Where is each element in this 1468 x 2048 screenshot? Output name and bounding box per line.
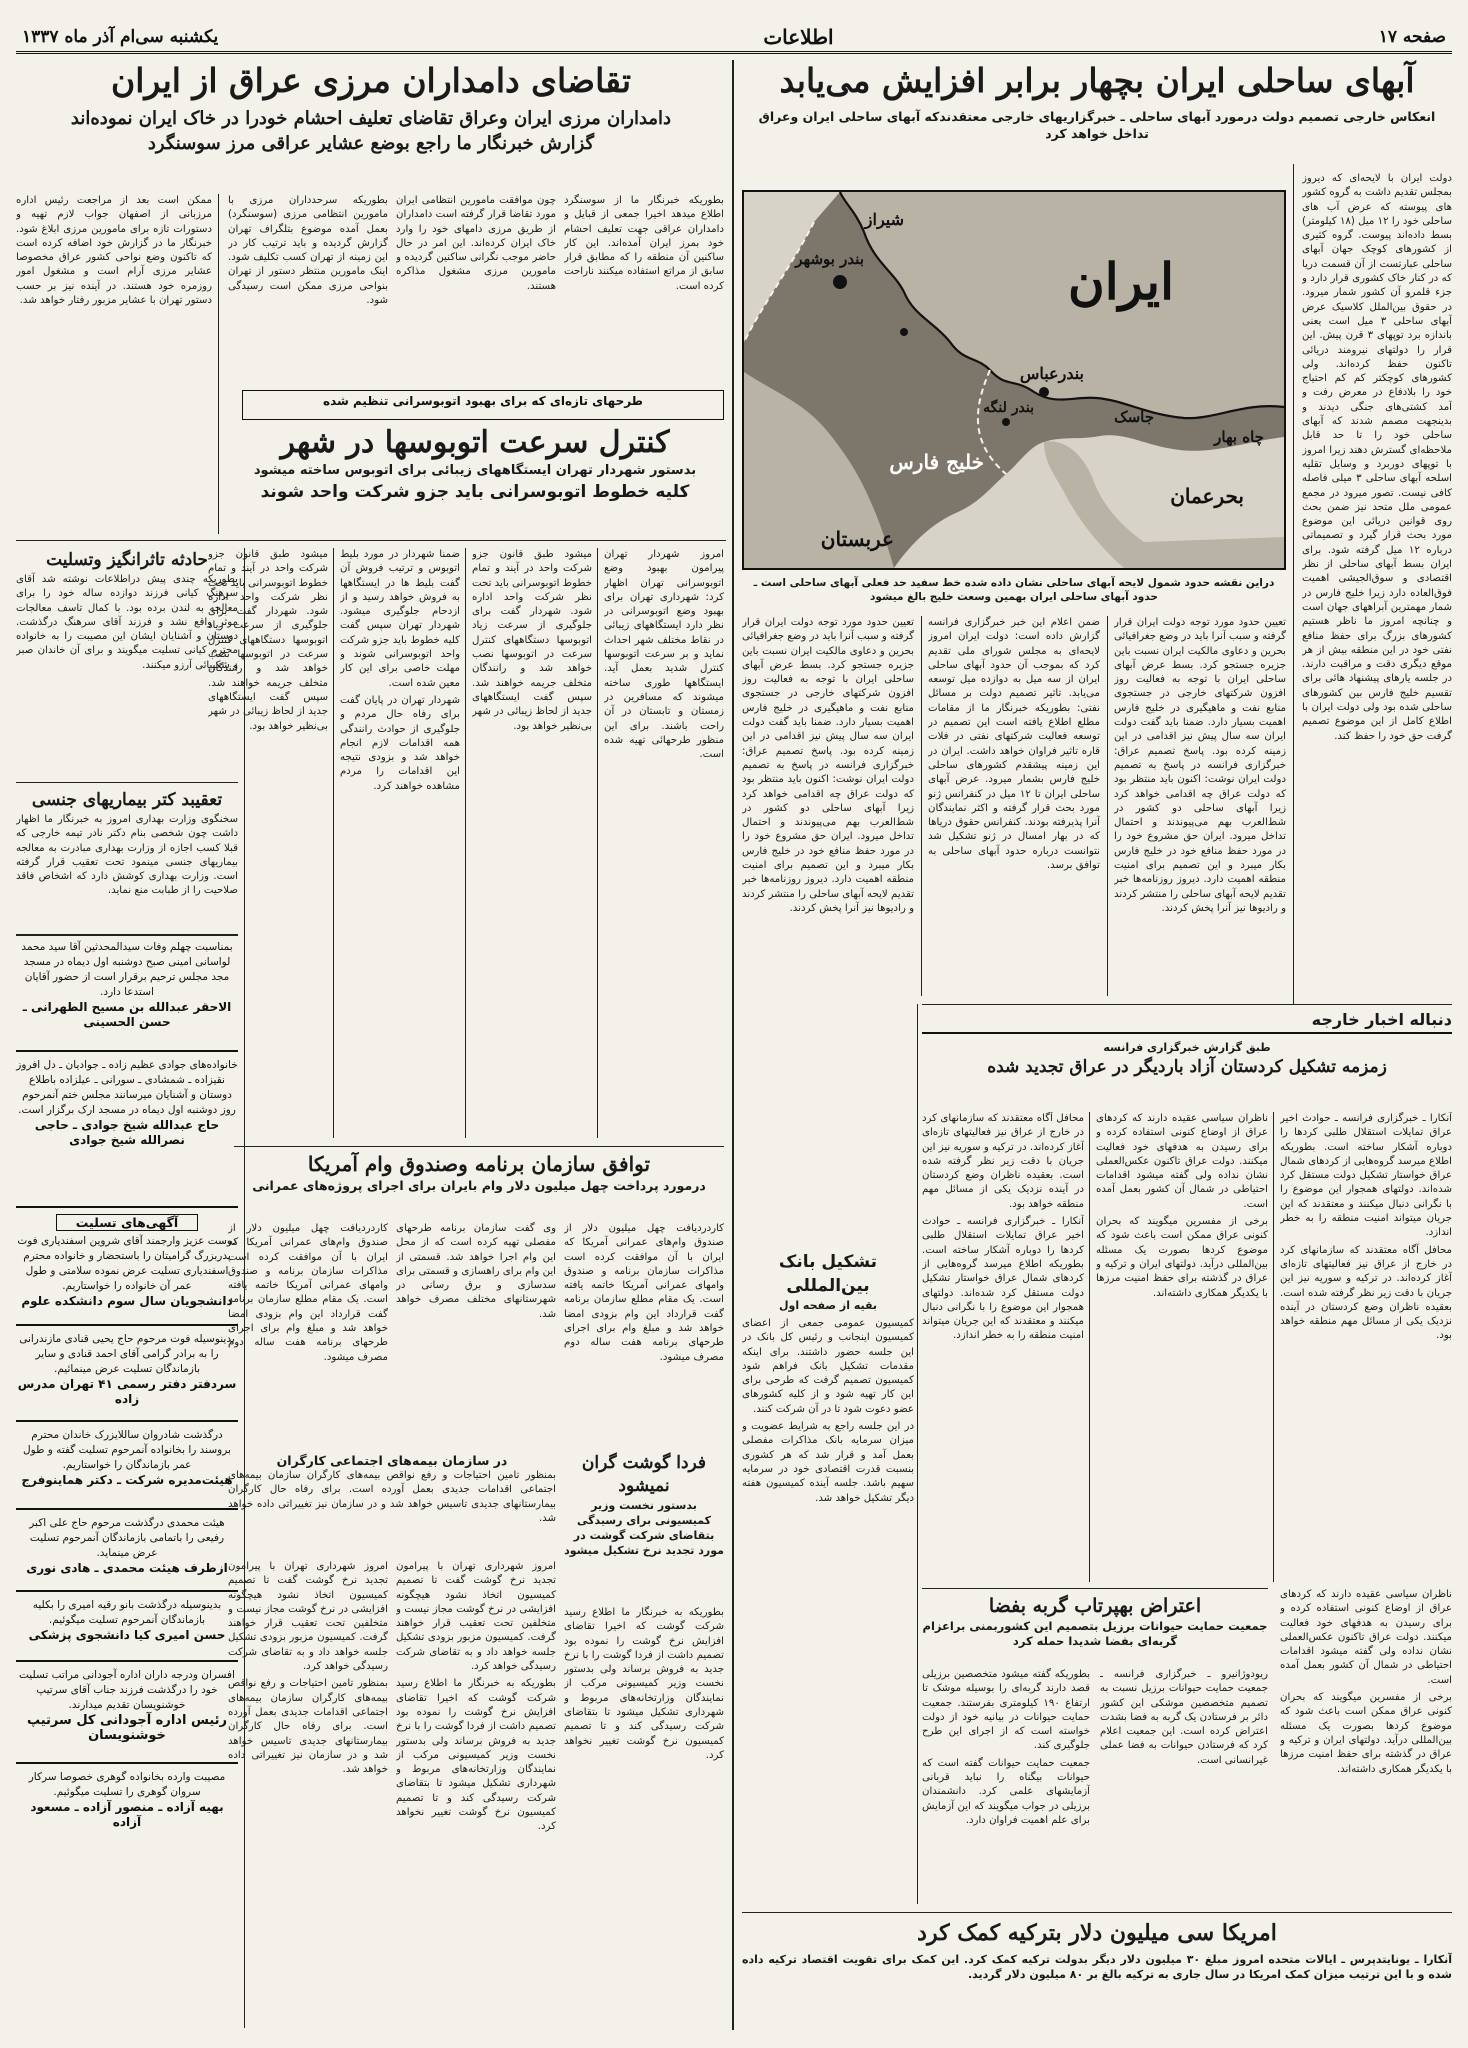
notice-7-sign: حسن امیری کیا دانشجوی پزشکی xyxy=(28,1628,226,1642)
center-page-rule xyxy=(732,60,734,2030)
brazil-body-3: جمعیت حمایت حیوانات گفته است که حیوانات بیگناه را نباید قربانی آزمایشهای علمی کرد. دانشمندان برزیلی در جواب میگویند که این آزمایش برای علم اهمیت فراوان دارد. xyxy=(922,1757,1090,1826)
water-body-mid-text: تعیین حدود مورد توجه دولت ایران قرار گرفته و سبب آنرا باید در وضع جغرافیائی بحرین و دعاوی مالکیت ایران نسبت باین جزیره جستجو کرد. بسط عرض آبهای ساحلی ایران با توجه به فعالیت روز افزون شرکتهای خارجی در جستجوی منابع نفت و ماهیگیری در خلیج فارس اهمیت بسیار دارد. ضمنا باید گفت دولت ایران سه سال پیش نیز اقدامی در این زمینه کرده بود. پاسخ تصمیم عراق: خبرگزاری فرانسه در پاسخ به تصمیم دولت ایران نوشت: اکنون باید منتظر بود که دولت عراق چه اقدامی خواهد کرد زیرا آبهای ساحلی دو کشور در شط‌العرب بهم می‌پیوندند و احتمال تداخل میرود. ایران حق مشروع خود را در مورد حفظ منافع خود در خلیج فارس بکار میبرد و این تصمیم برای امنیت منطقه اهمیت دارد. دیروز روزنامه‌ها خبر تقدیم لایحه آبهای ساحلی را منتشر کردند و رادیوها نیز آنرا پخش کردند. xyxy=(1114,617,1286,914)
water-body-right-text: دولت ایران با لایحه‌ای که دیروز بمجلس تقدیم داشت به گروه کشور های پیوسته که عرض آب های ساحلی خود را ۱۲ میل (۱۸ کیلومتر) بسط داده‌اند پیوست. گروه کثیری از کشورهای کوچک جهان آبهای ساحلی عبارتست از آن قسمت دریا که در کنار خاک کشوری قرار دارد و جزء قلمرو آن کشور شمار میرود. در حقوق بین‌الملل کلاسیک عرض آبهای ساحلی ۳ میل است یعنی باندازه برد توپهای ۳ قرن پیش. این قرار را دولتهای نیرومند دریائی تاکنون حفظ کرده‌اند. ولی کشورهای کوچکتر کم کم احتیاج خود را بلادفاع در معرض رفت و آمد کشتی‌های جنگی دیدند و بدینجهت مصمم شدند که آبهای ساحلی خود را تا حد قابل ملاحظه‌ای گسترش دهند زیرا امروز با توپهای دوربرد و وسایل تقلیه اسلحه آبهای ساحلی ۳ میلی فاصله کافی نیست. تصور میرود در مجمع عمومی ملل متحد نیز ضمن بحث روی قوانین دریائی این موضوع مورد بحث قرار گیرد و تصمیماتی درباره ۱۲ میل گرفته شود. برای ایران بسط آبهای ساحلی از نظر اقتصادی و سوق‌الجیشی اهمیت فوق‌العاده دارد زیرا خلیج فارس در شمار مهمترین آبراههای جهان است و چنانچه امروز ما ناظر هستیم کشورهای بزرگ برای حفظ منافع نفتی خود در این منطقه بیش از هر موقع دیگری دقت و مراقبت دارند. در جلسه یارهای پیشنهاد هائی برای تقسیم خلیج فارس بین کشورهای ساحلی شده بود ولی دولت ایران با اطلاع کامل از این موضوع تصمیم گرفت حق خود را حفظ کند. xyxy=(1302,173,1452,742)
bus-subtitle: بدستور شهردار تهران ایستگاههای زیبائی برای اتوبوس ساخته میشود xyxy=(253,463,697,478)
kurdistan-kicker: طبق گزارش خبرگزاری فرانسه xyxy=(1103,1041,1271,1054)
section-rule xyxy=(234,1146,724,1147)
section-rule xyxy=(742,1912,1452,1913)
map-figure xyxy=(744,192,1284,568)
us-aid-title: امریکا سی میلیون دلار بترکیه کمک کرد xyxy=(917,1920,1277,1946)
agreement-header xyxy=(234,1152,724,1218)
bus-body-1: امروز شهردار تهران پیرامون بهبود وضع اتوبوسرانی تهران اظهار کرد: شهرداری تهران برای بهبود وضع اتوبوسرانی در نظر دارد ایستگاههای زیبائی در نقاط مختلف شهر احداث نماید و بر سرعت اتوبوسها کنترل شدید بعمل آید. ایستگاهها طوری ساخته میشوند که مسافرین در زمستان و تابستان در آن راحت باشند. برای این منظور طرحهائی تهیه شده است. xyxy=(604,549,724,761)
notice-7-text: بدینوسیله درگذشت بانو رقیه امیری را بکلیه بازماندگان آنمرحوم تسلیت میگوئیم. xyxy=(32,1599,222,1626)
agreement-col-2 xyxy=(396,1222,556,1446)
meat-body-1b: بطوریکه به خبرنگار ما اطلاع رسید شرکت گوشت که اخیرا تقاضای افزایش نرخ گوشت را نموده بود تصمیم داشت از فردا گوشت را با نرخ جدید به فروش برساند ولی بدستور نخست وزیر کمیسیونی مرکب از نمایندگان وزارتخانه‌های مربوط و شهرداری تشکیل میشود تا بتقاضای شرکت رسیدگی کند و تا تصمیم کمیسیون نرخ گوشت تغییر نخواهد کرد. xyxy=(396,1678,556,1833)
meat-header xyxy=(564,1452,724,1602)
insurance-body: بمنظور تامین احتیاجات و رفع نواقص بیمه‌های کارگران سازمان بیمه‌های اجتماعی اقدامات جدیدی بعمل آورده است. برای رفاه حال کارگران بیمارستانهای جدیدی تاسیس خواهد شد و در سازمان نیز تغییراتی داده خواهد شد. xyxy=(228,1470,556,1524)
notice-7 xyxy=(16,1598,238,1662)
foreign-news-section-title: دنباله اخبار خارجه xyxy=(922,1010,1452,1034)
meat-col-1 xyxy=(564,1606,724,2026)
accident-article xyxy=(16,548,238,778)
brazil-body-1: ریودوژانیرو ـ خبرگزاری فرانسه ـ جمعیت حمایت حیوانات برزیل نسبت به تصمیم متخصصین موشکی این کشور دائر بر فرستادن یک گربه به فضا بشدت اعتراض کرده است. این جمعیت اعلام کرد که فرستادن حیوانات به فضا عملی غیرانسانی است. xyxy=(1100,1669,1268,1766)
notice-8-text: افسران ودرجه داران اداره آجودانی مراتب تسلیت خود را درگذشت فرزند جناب آقای سرتیپ خوشنویسان تقدیم میدارند. xyxy=(19,1669,235,1711)
iraq-title: تقاضای دامداران مرزی عراق از ایران xyxy=(110,61,632,100)
column-rule xyxy=(1089,1112,1090,1582)
map-label-iran: ایران xyxy=(1067,252,1174,311)
bus-col-3 xyxy=(340,548,460,1138)
brazil-title: اعتراض بهپرتاب گربه بفضا xyxy=(988,1595,1202,1617)
map-caption-text: دراین نقشه حدود شمول لایحه آبهای ساحلی نشان داده شده خط سفید حد فعلی آبهای ساحلی است ـ حدود آبهای ساحلی ایران بهمین وسعت خلیج بالغ میشود xyxy=(753,577,1275,604)
brazil-subtitle: جمعیت حمایت حیوانات برزیل بتصمیم این کشوربمنی براعزام گربه‌ای بفضا شدیدا حمله کرد xyxy=(922,1619,1268,1648)
notice-5 xyxy=(16,1428,238,1510)
bank-body-2: در این جلسه راجع به شرایط عضویت و میزان سرمایه بانک مذاکرات مفصلی بعمل آمد و قرار شد که هر کشوری بنسبت قدرت اقتصادی خود در سرمایه سهیم باشد. جلسه آینده کمیسیون هفته دیگر تشکیل خواهد شد. xyxy=(742,1421,914,1504)
map-label-shiraz: شیراز xyxy=(864,210,904,229)
column-rule xyxy=(465,548,466,1138)
meat-col-3 xyxy=(228,1560,388,2026)
meat-body-2: امروز شهرداری تهران با پیرامون تجدید نرخ گوشت گفت تا تصمیم کمیسیون اتخاذ نشود هیچگونه افزایشی در نرخ گوشت مجاز نیست و متخلفین تحت تعقیب قرار خواهند گرفت. کمیسیون مزبور بزودی تشکیل جلسه خواهد داد و به تقاضای شرکت رسیدگی خواهد کرد. xyxy=(396,1561,556,1673)
kurdistan-body-1: آنکارا ـ خبرگزاری فرانسه ـ حوادث اخیر عراق تمایلات استقلال طلبی کردها را دوباره آشکار ساخته است. بطوریکه اطلاع میرسد گروه‌هایی از کردهای شمال عراق خواستار تشکیل دولت مستقل کرد شده‌اند. دولتهای همجوار این موضوع را با نگرانی دنبال میکنند و معتقدند که این جریان میتواند امنیت منطقه را به خطر اندازد. xyxy=(1280,1113,1452,1239)
notice-5-sign: هیئت‌مدیره شرکت ـ دکتر هماینوفرج xyxy=(21,1473,233,1487)
meat-title: فردا گوشت گران نمیشود xyxy=(581,1453,707,1496)
notice-2-sign: حاج عبدالله شیخ جوادی ـ حاجی نصرالله شیخ جوادی xyxy=(34,1118,220,1147)
notice-8 xyxy=(16,1668,238,1764)
water-subtitle: انعکاس خارجی تصمیم دولت درمورد آبهای ساحلی ـ خبرگزاریهای خارجی معتقدندکه آبهای ساحلی ایران وعراق تداخل خواهد کرد xyxy=(758,109,1436,141)
brazil-header xyxy=(922,1594,1268,1664)
kurdistan-header xyxy=(922,1010,1452,1110)
iraq-body-1: بطوریکه خبرنگار ما از سوسنگرد اطلاع میدهد اخیرا جمعی از قبایل و دامداران عراقی جهت تعلیف احشام خود بمرز ایران آمده‌اند. این کار ساکنین آن منطقه را که مطابق قرار سابق از مراتع استفاده میکنند ناراحت کرده است. xyxy=(564,195,724,292)
health-body: سخنگوی وزارت بهداری امروز به خبرنگار ما اظهار داشت چون شخصی بنام دکتر نادر تیمه خارجی که قبلا کسب اجازه از وزارت بهداری مبادرت به معالجه بیماریهای جنسی مینمود تحت تعقیب قرار گرفته است. وزارت بهداری کوشش دارد که اشخاص فاقد صلاحیت را از طبابت منع نماید. xyxy=(16,814,238,897)
notice-1-sign: الاحقر عبدالله بن مسیح الطهرانی ـ حسن الحسینی xyxy=(22,1000,232,1029)
us-aid-body: آنکارا ـ یونایتدپرس ـ ایالات متحده امروز مبلغ ۳۰ میلیون دلار دیگر بدولت ترکیه کمک کرد. این کمک برای تقویت اقتصاد ترکیه داده شده و با این ترتیب میزان کمک امریکا در سال جاری به ترکیه بالغ بر ۸۰ میلیون دلار گردید. xyxy=(742,1953,1452,1981)
kurdistan-col-1-continued xyxy=(1280,1588,1452,1904)
persian-gulf-map xyxy=(742,190,1286,570)
accident-body: بطوریکه چندی پیش دراطلاعات نوشته شد آقای سرهنگ کیانی فرزند دوازده ساله خود را برای معالجه به لندن برده بود. با کمال تاسف معالجات موثر واقع نشد و فرزند آقای سرهنگ درگذشت. دوستان و آشنایان ایشان این مصیبت را به خانواده محترم کیانی تسلیت میگویند و برای آن خاندان صبر و شکیبائی آرزو میکنند. xyxy=(16,574,238,671)
water-headline-block xyxy=(742,60,1452,156)
kurdistan-body-2: ناظران سیاسی عقیده دارند که کردهای عراق از اوضاع کنونی استفاده کرده و برای رسیدن به هدفهای خود فعالیت میکنند. دولت عراق تاکنون عکس‌العملی نشان نداده ولی گفته میشود اقدامات احتیاطی در شمال آن کشور بعمل آمده است. xyxy=(1096,1113,1268,1210)
column-rule xyxy=(1273,1112,1274,1582)
iraq-subtitle-2: گزارش خبرنگار ما راجع بوضع عشایر عراقی مرز سوسنگرد xyxy=(147,133,595,154)
notice-6-sign: ازطرف هیئت محمدی ـ هادی نوری xyxy=(26,1561,228,1575)
column-rule xyxy=(1293,164,1294,1004)
water-body-right-2 xyxy=(928,616,1100,996)
meat-subtitle: بدستور نخست وزیر کمیسیونی برای رسیدگی بتقاضای شرکت گوشت در مورد تجدید نرخ تشکیل میشود xyxy=(564,1499,724,1557)
insurance-article xyxy=(228,1452,556,1552)
map-label-jask: جاسک xyxy=(1114,408,1154,426)
agreement-body-1b: کاردردیافت چهل میلیون دلار از صندوق وام‌های عمرانی آمریکا که ایران با آن موافقت کرده است مذاکرات سازمان برنامه و صندوق وامهای عمرانی آمریکا خاتمه یافته است. یک مقام مطلع سازمان برنامه گفت قرارداد این وام بزودی امضا خواهد شد و مبلغ وام برای اجرای طرحهای برنامه هفت ساله دوم مصرف میشود. xyxy=(228,1223,388,1363)
meat-body-1: بطوریکه به خبرنگار ما اطلاع رسید شرکت گوشت که اخیرا تقاضای افزایش نرخ گوشت را نموده بود تصمیم داشت از فردا گوشت را با نرخ جدید به فروش برساند ولی بدستور نخست وزیر کمیسیونی مرکب از نمایندگان وزارتخانه‌های مربوط و شهرداری تشکیل میشود تا بتقاضای شرکت رسیدگی کند و تا تصمیم کمیسیون نرخ گوشت تغییر نخواهد کرد. xyxy=(564,1607,724,1761)
bus-col-2 xyxy=(472,548,592,1138)
bank-article xyxy=(742,1250,914,1850)
kurdistan-col-1 xyxy=(1280,1112,1452,1582)
bus-subtitle-2: کلیه خطوط اتوبوسرانی باید جزو شرکت واحد شوند xyxy=(260,482,690,502)
bank-body: کمیسیون عمومی جمعی از اعضای کمیسیون اینجانب و رئیس کل بانک در این جلسه حضور داشتند. برای اینکه مقدمات تشکیل بانک فراهم شود کمیسیون تصمیم گرفت که طرحی برای این کار تهیه شود و از کلیه کشورهای عضو دعوت شود تا در آن شرکت کنند. xyxy=(742,1318,914,1415)
article-grid xyxy=(16,60,1452,2030)
map-label-oman: بحرعمان xyxy=(1170,484,1244,508)
iraq-body-3: بطوریکه سرحدداران مرزی با مامورین انتظامی مرزی (سوسنگرد) بعمل آمده موضوع بتلگراف تهران گزارش گردیده و باید ترتیب کار در این زمینه از تهران کسب تکلیف شود. اینک مامورین منتظر دستور از تهران بنواحی مرزی ممکن است رسیدگی شود. xyxy=(228,195,388,307)
masthead xyxy=(16,22,1452,54)
water-body-mid xyxy=(1114,616,1286,996)
map-label-bushehr: بندر بوشهر xyxy=(795,250,864,268)
notice-1-text: بمناسبت چهلم وفات سیدالمحدثین آقا سید محمد لواسانی امینی صبح دوشنبه اول دیماه در مسجد مجد مجلس ترحیم برقرار است از حضور آقایان استدعا دارد. xyxy=(21,941,233,998)
kurdistan-body-3: محافل آگاه معتقدند که سازمانهای کرد در خارج از عراق نیز فعالیتهای تازه‌ای آغاز کرده‌اند. در ترکیه و سوریه نیز این جریان با دقت زیر نظر گرفته شده است. بعقیده ناظران وضع کردستان در آینده نزدیک یکی از مسائل مهم منطقه خواهد بود. xyxy=(1280,1244,1452,1342)
notice-3-sign: دانشجویان سال سوم دانشکده علوم xyxy=(21,1294,233,1308)
brazil-col-2 xyxy=(922,1668,1090,1904)
notice-9 xyxy=(16,1770,238,1860)
section-rule xyxy=(16,540,726,541)
bus-title: کنترل سرعت اتوبوسها در شهر xyxy=(280,425,670,460)
map-label-persian-gulf: خلیج فارس xyxy=(889,450,984,474)
notice-4 xyxy=(16,1332,238,1422)
column-rule xyxy=(1107,616,1108,996)
bank-kicker: بقیه از صفحه اول xyxy=(778,1299,878,1312)
kurdistan-body-4: برخی از مفسرین میگویند که بحران کنونی عراق ممکن است باعث شود که موضوع کردها بصورت یک مسئله بین‌المللی درآید. دولتهای ایران و ترکیه و عراق در گذشته برای حفظ امنیت مرزها با یکدیگر همکاری داشته‌اند. xyxy=(1096,1216,1268,1299)
brazil-col-1 xyxy=(1100,1668,1268,1904)
kurdistan-body-1b: آنکارا ـ خبرگزاری فرانسه ـ حوادث اخیر عراق تمایلات استقلال طلبی کردها را دوباره آشکار ساخته است. بطوریکه اطلاع میرسد گروه‌هایی از کردهای شمال عراق خواستار تشکیل دولت مستقل کرد شده‌اند. دولتهای همجوار این موضوع را با نگرانی دنبال میکنند و معتقدند که این جریان میتواند امنیت منطقه را به خطر اندازد. xyxy=(922,1216,1084,1342)
bus-box-title: طرحهای تازه‌ای که برای بهبود اتوبوسرانی تنظیم شده xyxy=(323,394,643,408)
insurance-body-b: بمنظور تامین احتیاجات و رفع نواقص بیمه‌های کارگران سازمان بیمه‌های اجتماعی اقدامات جدیدی بعمل آورده است. برای رفاه حال کارگران بیمارستانهای جدیدی تاسیس خواهد شد و در سازمان نیز تغییراتی داده خواهد شد. xyxy=(228,1678,388,1776)
notice-2 xyxy=(16,1058,238,1208)
kurdistan-body-3b: محافل آگاه معتقدند که سازمانهای کرد در خارج از عراق نیز فعالیتهای تازه‌ای آغاز کرده‌اند. در ترکیه و سوریه نیز این جریان با دقت زیر نظر گرفته شده است. بعقیده ناظران وضع کردستان در آینده نزدیک یکی از مسائل مهم منطقه خواهد بود. xyxy=(922,1113,1084,1210)
bus-box xyxy=(242,390,724,420)
notice-4-sign: سردفتر دفتر رسمی ۴۱ تهران مدرس زاده xyxy=(17,1377,237,1406)
agreement-subtitle: درمورد پرداخت چهل میلیون دلار وام بایران برای اجرای پروژه‌های عمرانی xyxy=(252,1178,706,1193)
iraq-body-2: چون موافقت مامورین انتظامی ایران مورد تقاضا قرار گرفته است دامداران از طریق مرزی دامهای خود را وارد خاک ایران کرده‌اند. این امر در حال حاضر موجب نگرانی ساکنین گردیده و مامورین مرزی مشغول مذاکره هستند. xyxy=(396,195,556,292)
us-aid-article xyxy=(742,1918,1452,2028)
notice-3-title: آگهی‌های تسلیت xyxy=(56,1214,198,1231)
kurdistan-col-3 xyxy=(922,1112,1084,1582)
water-title: آبهای ساحلی ایران بچهار برابر افزایش می‌یابد xyxy=(779,61,1415,100)
agreement-col-3 xyxy=(228,1222,388,1446)
notice-4-text: بدینوسیله فوت مرحوم حاج یحیی قنادی مازندرانی را به برادر گرامی آقای احمد قنادی و سایر بازماندگان تسلیت عرض مینمائیم. xyxy=(19,1333,235,1375)
agreement-body-2: وی گفت سازمان برنامه طرحهای مفصلی تهیه کرده است که از محل این وام اجرا خواهد شد. قسمتی از این وام برای راهسازی و قسمتی برای سدسازی و برق رسانی در شهرستانهای مختلف مصرف خواهد شد. xyxy=(396,1223,556,1320)
notice-9-sign: بهیه آزاده ـ منصور آزاده ـ مسعود آزاده xyxy=(30,1800,224,1829)
notice-9-text: مصیبت وارده بخانواده گوهری خصوصا سرکار سروان گوهری را تسلیت میگوئیم. xyxy=(28,1771,226,1798)
water-body-right xyxy=(1302,172,1452,992)
iraq-body-4: ممکن است بعد از مراجعت رئیس اداره مرزبانی از اصفهان جواب لازم تهیه و دستورات تازه برای مامورین مرزی ابلاغ شود. خبرنگار ما در گزارش خود اضافه کرده است که تاکنون وضع نواحی کشور عراق مخصوصا عشایر مرزی آرام است و مشغول امور روزمره خود هستند. در آینده نیز بر حسب دستور تهران با عشایر مزبور رفتار خواهد شد. xyxy=(16,195,212,307)
bank-title: تشکیل بانک بین‌المللی xyxy=(778,1252,878,1296)
notice-3 xyxy=(16,1214,238,1326)
notice-3-text: دوست عزیز وارجمند آقای شروین اسفندیاری فوت پدربزرگ گرامیتان را باستحضار و خانواده محترم اسفندیاری تسلیت عرض نموده سلامتی و طول عمر آن خانواده را خواستاریم. xyxy=(17,1235,237,1292)
issue-date: یکشنبه سی‌ام آذر ماه ۱۳۳۷ xyxy=(22,26,219,47)
health-article xyxy=(16,788,238,928)
section-rule xyxy=(922,1588,1268,1589)
iraq-col-3 xyxy=(228,194,388,379)
column-rule xyxy=(218,194,219,534)
column-rule xyxy=(917,1004,918,1904)
column-rule xyxy=(921,616,922,996)
agreement-body-1: کاردردیافت چهل میلیون دلار از صندوق وام‌های عمرانی آمریکا که ایران با آن موافقت کرده است مذاکرات سازمان برنامه و صندوق وامهای عمرانی آمریکا خاتمه یافته است. یک مقام مطلع سازمان برنامه گفت قرارداد این وام بزودی امضا خواهد شد و مبلغ وام برای اجرای طرحهای برنامه هفت ساله دوم مصرف میشود. xyxy=(564,1223,724,1363)
notice-1 xyxy=(16,940,238,1052)
iraq-col-2 xyxy=(396,194,556,379)
notice-2-text: خانواده‌های جوادی عظیم زاده ـ جوادیان ـ دل افروز نقیزاده ـ شمشادی ـ سورانی ـ عیلزاده باطلاع دوستان و آشنایان میرسانند مجلس ختم آنمرحوم روز دوشنبه اول دیماه در مسجد ارک برگزار است. xyxy=(16,1059,238,1116)
map-label-arabia: عربستان xyxy=(820,527,894,551)
iraq-subtitle: دامداران مرزی ایران وعراق تقاضای تعلیف احشام خودرا در خاک ایران نموده‌اند xyxy=(70,108,672,129)
water-body-right-2-text: ضمن اعلام این خبر خبرگزاری فرانسه گزارش داده است: دولت ایران امروز لایحه‌ای به مجلس شورای ملی تقدیم کرد که بموجب آن حدود آبهای ساحلی ایران از سه میل به دوازده میل توسعه می‌یابد. تاثیر تصمیم دولت بر مسائل نفتی: بطوریکه خبرنگار ما از مقامات مطلع اطلاع یافته است این تصمیم در توسعه فعالیت شرکتهای نفتی در فلات قاره تاثیر فراوان خواهد داشت. ایران در این زمینه پیشقدم کشورهای ساحلی خلیج فارس بشمار میرود. عرض آبهای ساحلی ایران تا ۱۲ میل در کنفرانس ژنو مورد بحث قرار گرفته و اکثر نمایندگان آنرا پذیرفته بودند. کنفرانس حقوق دریاها که در بهار امسال در ژنو تشکیل شد نتوانست درباره حدود آبهای ساحلی به توافق برسد. xyxy=(928,617,1100,872)
notice-6-text: هیئت محمدی درگذشت مرحوم حاج علی اکبر رفیعی را باتمامی بازماندگان آنمرحوم تسلیت عرض مینماید. xyxy=(29,1517,225,1559)
section-rule xyxy=(16,782,238,783)
water-overflow-text: تعیین حدود مورد توجه دولت ایران قرار گرفته و سبب آنرا باید در وضع جغرافیائی بحرین و دعاوی مالکیت ایران نسبت باین جزیره جستجو کرد. بسط عرض آبهای ساحلی ایران با توجه به فعالیت روز افزون شرکتهای خارجی در جستجوی منابع نفت و ماهیگیری در خلیج فارس اهمیت بسیار دارد. ضمنا باید گفت دولت ایران سه سال پیش نیز اقدامی در این زمینه کرده بود. پاسخ تصمیم عراق: خبرگزاری فرانسه در پاسخ به تصمیم دولت ایران نوشت: اکنون باید منتظر بود که دولت عراق چه اقدامی خواهد کرد زیرا آبهای ساحلی دو کشور در شط‌العرب بهم می‌پیوندند و احتمال تداخل میرود. ایران حق مشروع خود را در مورد حفظ منافع خود در خلیج فارس بکار میبرد و این تصمیم برای امنیت منطقه اهمیت دارد. دیروز روزنامه‌ها خبر تقدیم لایحه آبهای ساحلی را منتشر کردند و رادیوها نیز آنرا پخش کردند. xyxy=(742,617,914,914)
iraq-col-4 xyxy=(16,194,212,524)
water-overflow xyxy=(742,616,914,1316)
insurance-title: در سازمان بیمه‌های اجتماعی کارگران xyxy=(276,1453,508,1468)
bus-col-1 xyxy=(604,548,724,1138)
paper-name: اطلاعات xyxy=(763,24,834,49)
agreement-title: توافق سازمان برنامه وصندوق وام آمریکا xyxy=(307,1152,651,1176)
kurdistan-body-2b: ناظران سیاسی عقیده دارند که کردهای عراق از اوضاع کنونی استفاده کرده و برای رسیدن به هدفهای خود فعالیت میکنند. دولت عراق تاکنون عکس‌العملی نشان نداده ولی گفته میشود اقدامات احتیاطی در شمال آن کشور بعمل آمده است. xyxy=(1280,1589,1452,1686)
column-rule xyxy=(597,548,598,1138)
bus-body-3: ضمنا شهردار در مورد بلیط اتوبوس و ترتیب فروش آن گفت بلیط ها در ایستگاهها به فروش خواهد رسید و از ازدحام جلوگیری میشود. شهردار تهران سپس گفت کلیه خطوط باید جزو شرکت واحد اتوبوسرانی شوند و مهلت خاصی برای این کار معین شده است. xyxy=(340,549,460,689)
health-title: تعقیبد کتر بیماریهای جنسی xyxy=(31,790,223,810)
kurdistan-body-4b: برخی از مفسرین میگویند که بحران کنونی عراق ممکن است باعث شود که موضوع کردها بصورت یک مسئله بین‌المللی درآید. دولتهای ایران و ترکیه و عراق در گذشته برای حفظ امنیت مرزها با یکدیگر همکاری داشته‌اند. xyxy=(1280,1692,1452,1775)
notice-8-sign: رئیس اداره آجودانی کل سرتیپ خوشنویسان xyxy=(26,1713,227,1743)
meat-col-2 xyxy=(396,1560,556,2026)
notice-6 xyxy=(16,1516,238,1592)
bus-body-4: شهردار تهران در پایان گفت برای رفاه حال مردم و جلوگیری از حوادث رانندگی همه اقدامات لازم انجام خواهد شد و بزودی نتیجه این اقدامات را مردم مشاهده خواهند کرد. xyxy=(340,694,460,792)
map-label-bandar-abbas: بندرعباس xyxy=(1019,364,1084,383)
bus-body-2b: میشود طبق قانون جزو شرکت واحد در آیند و تمام خطوط اتوبوسرانی باید تحت نظر شرکت واحد اداره شود. شهردار گفت برای جلوگیری از سرعت زیاد اتوبوسها دستگاههای کنترل سرعت در اتوبوسها نصب خواهد شد و رانندگان متخلف جریمه خواهند شد. سپس گفت ایستگاههای جدید از لحاظ زیبائی در شهر بی‌نظیر خواهد بود. xyxy=(208,549,328,732)
accident-title: حادثه تاثرانگیز وتسلیت xyxy=(46,550,208,570)
page-number: صفحه ۱۷ xyxy=(1378,26,1446,47)
map-caption xyxy=(742,576,1286,610)
section-rule xyxy=(16,934,238,936)
section-rule xyxy=(922,1004,1452,1005)
map-label-lengeh: بندر لنگه xyxy=(983,400,1034,416)
kurdistan-title: زمزمه تشکیل کردستان آزاد باردیگر در عراق تجدید شده xyxy=(987,1057,1387,1077)
map-label-chabahar: چاه بهار xyxy=(1214,428,1264,446)
bus-body-2: میشود طبق قانون جزو شرکت واحد در آیند و تمام خطوط اتوبوسرانی باید تحت نظر شرکت واحد اداره شود. شهردار گفت برای جلوگیری از سرعت زیاد اتوبوسها دستگاههای کنترل سرعت در اتوبوسها نصب خواهد شد و رانندگان متخلف جریمه خواهند شد. سپس گفت ایستگاههای جدید از لحاظ زیبائی در شهر بی‌نظیر خواهد بود. xyxy=(472,549,592,732)
column-rule xyxy=(333,548,334,1138)
brazil-body-2: بطوریکه گفته میشود متخصصین برزیلی قصد دارند گربه‌ای را بوسیله موشک تا ارتفاع ۱۹۰ کیلومتری بفرستند. جمعیت حمایت حیوانات در بیانیه خود از دولت خواسته است که از اجرای این طرح جلوگیری کند. xyxy=(922,1669,1090,1752)
notice-5-text: درگذشت شادروان ساللایزرک خاندان محترم بروسند را بخانواده آنمرحوم تسلیت گفته و طول عمر بازماندگان را خواستاریم. xyxy=(23,1429,231,1471)
kurdistan-col-2 xyxy=(1096,1112,1268,1582)
meat-body-2b: امروز شهرداری تهران با پیرامون تجدید نرخ گوشت گفت تا تصمیم کمیسیون اتخاذ نشود هیچگونه افزایشی در نرخ گوشت مجاز نیست و متخلفین تحت تعقیب قرار خواهند گرفت. کمیسیون مزبور بزودی تشکیل جلسه خواهد داد و به تقاضای شرکت رسیدگی خواهد کرد. xyxy=(228,1561,388,1673)
agreement-col-1 xyxy=(564,1222,724,1446)
iraq-headline-block xyxy=(16,60,726,180)
bus-headline-block xyxy=(226,424,724,534)
iraq-col-1 xyxy=(564,194,724,379)
